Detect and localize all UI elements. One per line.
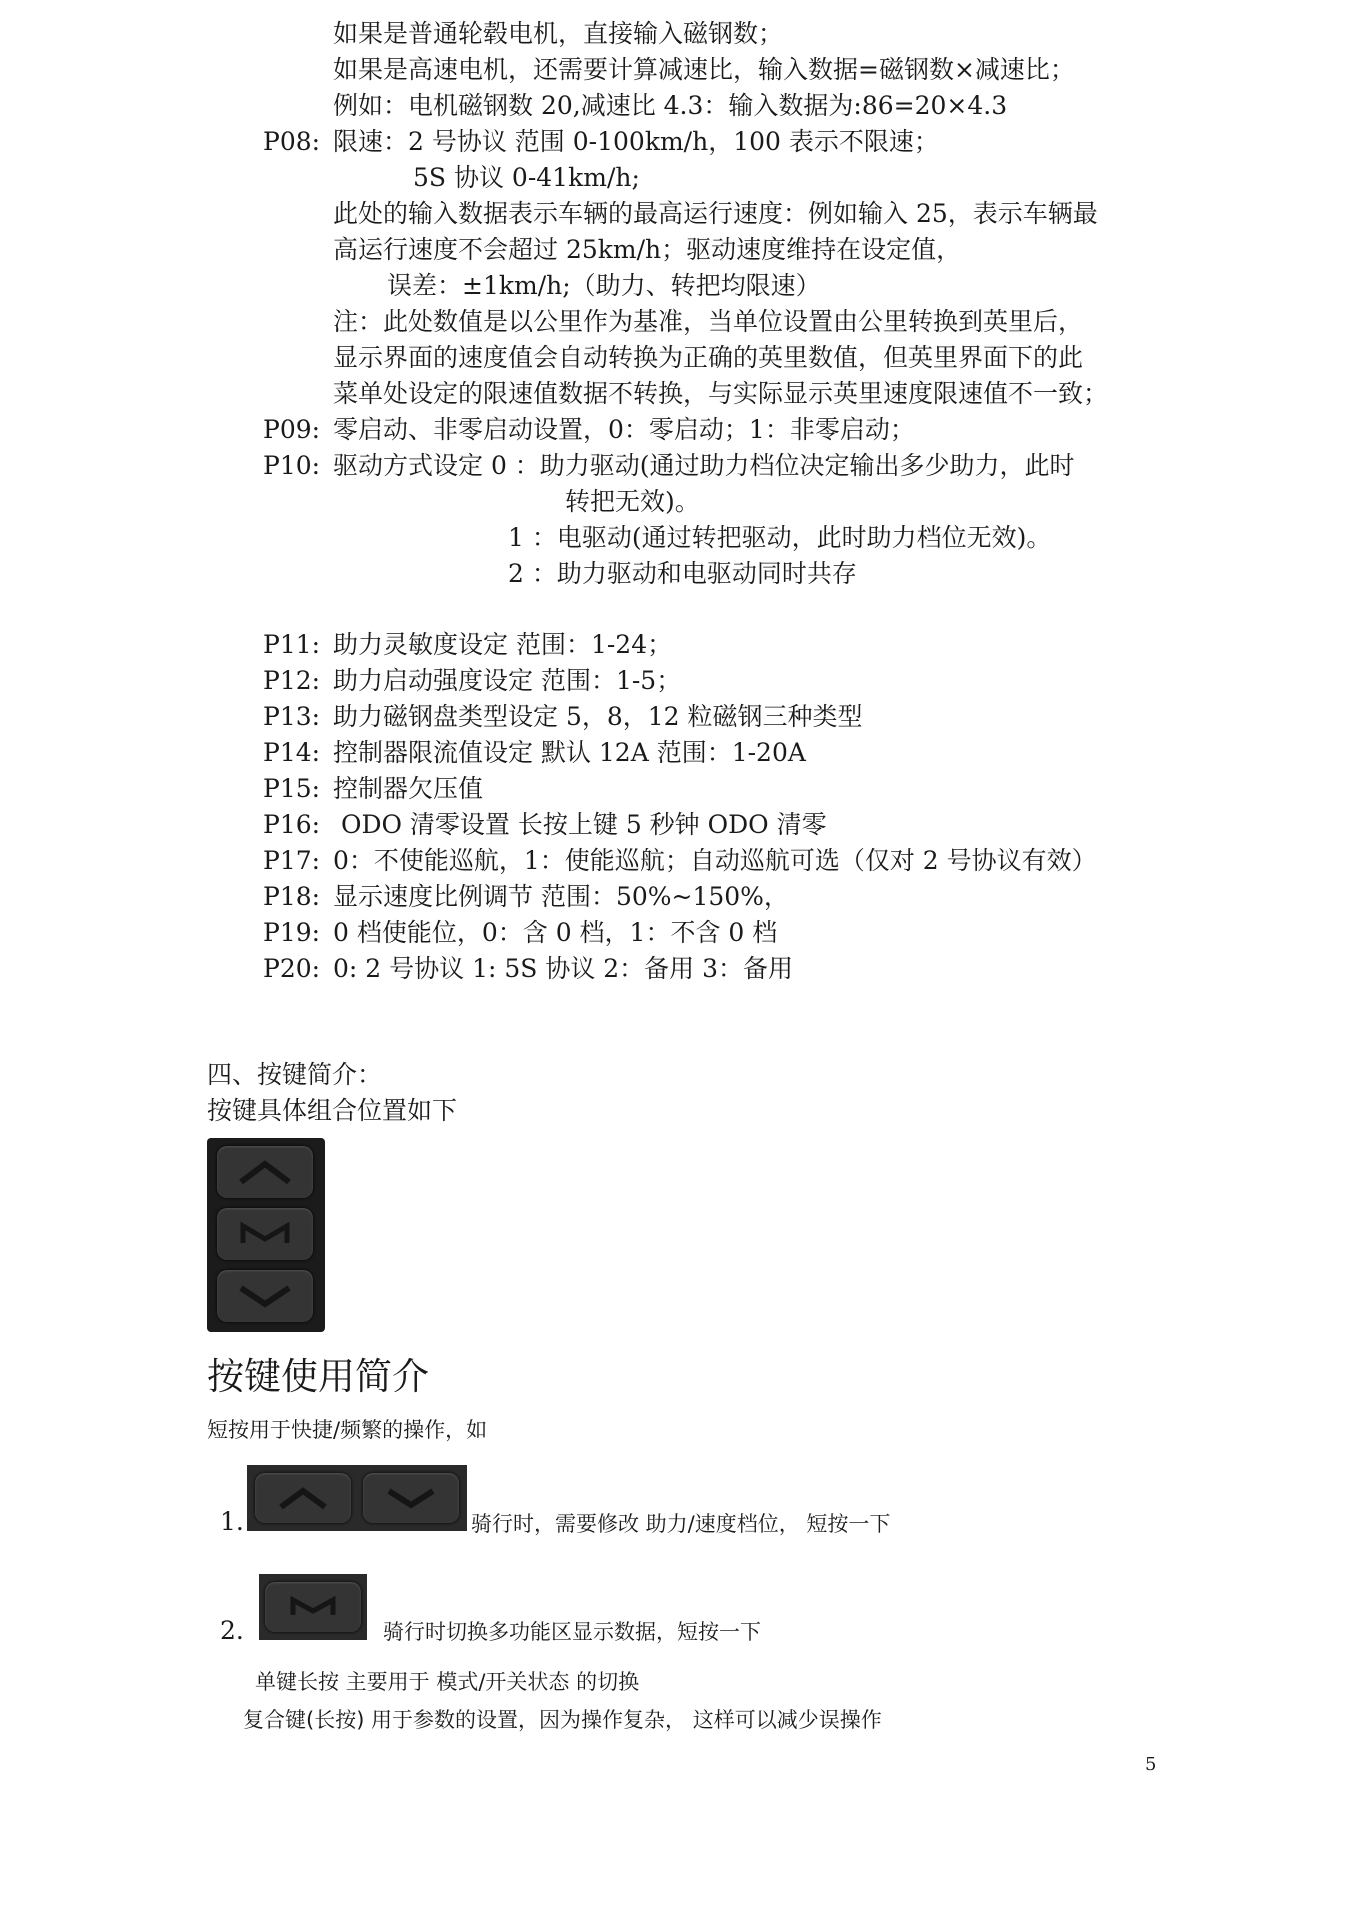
param-text: 显示速度比例调节 范围：50%~150%， [333, 882, 789, 911]
p08-text: 限速：2 号协议 范围 0-100km/h，100 表示不限速； [333, 127, 939, 156]
up-key [217, 1146, 313, 1198]
param-code: P12: [263, 666, 321, 695]
p10-line-1 [263, 449, 1075, 483]
section4-title: 四、按键简介： [207, 1060, 383, 1089]
p08-line-5: 误差：±1km/h;（助力、转把均限速） [387, 271, 821, 300]
p10-line-3: 1 ：电驱动(通过转把驱动，此时助力档位无效)。 [508, 523, 1052, 552]
down-key [363, 1473, 459, 1523]
param-row [263, 628, 672, 662]
param-text: 助力磁钢盘类型设定 5，8，12 粒磁钢三种类型 [333, 702, 863, 731]
param-text: 0 档使能位，0：含 0 档，1：不含 0 档 [333, 918, 778, 947]
down-chevron-icon [383, 1485, 439, 1511]
param-row [263, 916, 777, 950]
param-row [263, 772, 483, 806]
item2-number: 2. [220, 1616, 244, 1645]
param-text: 0：不使能巡航，1：使能巡航；自动巡航可选（仅对 2 号协议有效） [333, 846, 1097, 875]
up-chevron-icon [235, 1158, 295, 1186]
mode-key [265, 1582, 361, 1632]
p10-text: 驱动方式设定 0 ：助力驱动(通过助力档位决定输出多少助力，此时 [333, 451, 1075, 480]
param-row [263, 700, 863, 734]
param-text: 助力启动强度设定 范围：1-5； [333, 666, 682, 695]
param-row [263, 952, 793, 986]
item1-keys-photo [247, 1465, 467, 1531]
param-code: P14: [263, 738, 321, 767]
p08-note-3: 菜单处设定的限速值数据不转换，与实际显示英里速度限速值不一致； [333, 379, 1109, 408]
item1-text: 骑行时，需要修改 助力/速度档位， 短按一下 [471, 1512, 891, 1536]
p08-line-1 [263, 125, 939, 159]
usage-title: 按键使用简介 [207, 1355, 429, 1398]
p09-line [263, 413, 915, 447]
p08-line-4: 高运行速度不会超过 25km/h；驱动速度维持在设定值， [333, 235, 962, 264]
param-code: P18: [263, 882, 321, 911]
up-chevron-icon [275, 1485, 331, 1511]
p10-line-4: 2 ：助力驱动和电驱动同时共存 [508, 559, 857, 588]
m-icon [287, 1595, 339, 1619]
p10-code: P10: [263, 451, 321, 480]
param-row [263, 664, 681, 698]
item2-key-photo [259, 1574, 367, 1640]
m-icon [237, 1221, 293, 1247]
param-text: ODO 清零设置 长按上键 5 秒钟 ODO 清零 [333, 810, 827, 839]
down-chevron-icon [235, 1282, 295, 1310]
p08-code: P08: [263, 127, 321, 156]
param-row [263, 880, 789, 914]
section4-subtitle: 按键具体组合位置如下 [207, 1096, 458, 1125]
param-code: P15: [263, 774, 321, 803]
combo-key-long-press: 复合键(长按) 用于参数的设置，因为操作复杂， 这样可以减少误操作 [243, 1708, 882, 1732]
param-code: P16: [263, 810, 321, 839]
intro-line-2: 如果是高速电机，还需要计算减速比，输入数据=磁钢数×减速比； [333, 55, 1075, 84]
item2-text: 骑行时切换多功能区显示数据，短按一下 [383, 1620, 761, 1644]
p09-code: P09: [263, 415, 321, 444]
param-code: P20: [263, 954, 321, 983]
p10-line-2: 转把无效)。 [565, 487, 700, 516]
intro-line-1: 如果是普通轮毂电机，直接输入磁钢数； [333, 19, 784, 48]
keypad-photo [207, 1138, 325, 1332]
item1-number: 1. [220, 1507, 244, 1536]
param-row [263, 808, 827, 842]
param-code: P19: [263, 918, 321, 947]
p08-note-1: 注：此处数值是以公里作为基准，当单位设置由公里转换到英里后， [333, 307, 1084, 336]
page-number: 5 [1145, 1754, 1157, 1775]
param-text: 控制器限流值设定 默认 12A 范围：1-20A [333, 738, 806, 767]
param-row [263, 736, 806, 770]
param-code: P11: [263, 630, 321, 659]
mode-key [217, 1208, 313, 1260]
param-code: P13: [263, 702, 321, 731]
param-text: 控制器欠压值 [333, 774, 484, 803]
up-key [255, 1473, 351, 1523]
param-row [263, 844, 1097, 878]
down-key [217, 1270, 313, 1322]
p08-line-3: 此处的输入数据表示车辆的最高运行速度：例如输入 25，表示车辆最 [333, 199, 1098, 228]
param-code: P17: [263, 846, 321, 875]
p08-line-2: 5S 协议 0-41km/h; [413, 163, 640, 192]
param-text: 0: 2 号协议 1: 5S 协议 2：备用 3：备用 [333, 954, 794, 983]
intro-line-3: 例如：电机磁钢数 20,减速比 4.3：输入数据为:86=20×4.3 [333, 91, 1008, 120]
p09-text: 零启动、非零启动设置，0：零启动；1：非零启动； [333, 415, 915, 444]
p08-note-2: 显示界面的速度值会自动转换为正确的英里数值，但英里界面下的此 [333, 343, 1084, 372]
single-key-long-press: 单键长按 主要用于 模式/开关状态 的切换 [255, 1670, 640, 1694]
param-text: 助力灵敏度设定 范围：1-24； [333, 630, 673, 659]
usage-intro: 短按用于快捷/频繁的操作，如 [207, 1418, 488, 1442]
